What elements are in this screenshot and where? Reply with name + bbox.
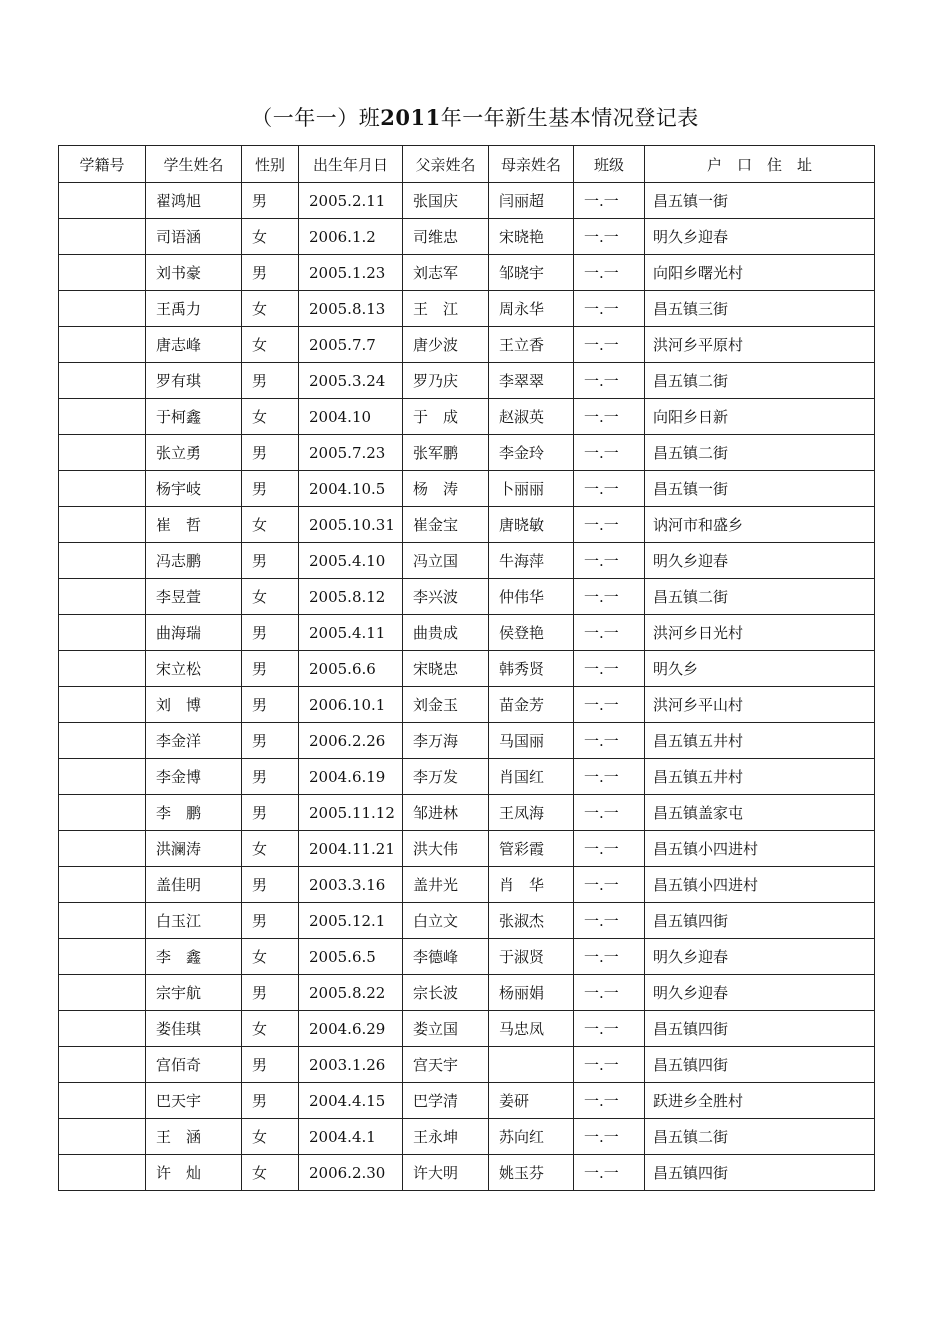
header-father-name: 父亲姓名 <box>403 146 489 183</box>
cell-mother-name: 马国丽 <box>489 723 574 759</box>
cell-gender: 男 <box>242 651 299 687</box>
cell-birth-date: 2006.2.30 <box>299 1155 403 1191</box>
cell-birth-date: 2005.8.12 <box>299 579 403 615</box>
cell-student-name: 崔 哲 <box>146 507 242 543</box>
cell-gender: 女 <box>242 939 299 975</box>
cell-mother-name: 周永华 <box>489 291 574 327</box>
table-row <box>59 795 875 831</box>
cell-father-name: 巴学清 <box>403 1083 489 1119</box>
cell-address: 跃进乡全胜村 <box>645 1083 875 1119</box>
cell-student-name: 李金博 <box>146 759 242 795</box>
cell-birth-date: 2005.4.10 <box>299 543 403 579</box>
cell-birth-date: 2004.6.19 <box>299 759 403 795</box>
cell-class: 一.一 <box>574 255 645 291</box>
header-student-name: 学生姓名 <box>146 146 242 183</box>
cell-mother-name: 肖国红 <box>489 759 574 795</box>
cell-birth-date: 2005.12.1 <box>299 903 403 939</box>
table-row <box>59 1011 875 1047</box>
cell-address: 明久乡迎春 <box>645 543 875 579</box>
cell-address: 明久乡 <box>645 651 875 687</box>
cell-class: 一.一 <box>574 1011 645 1047</box>
table-header-row <box>59 146 875 183</box>
cell-address: 昌五镇五井村 <box>645 759 875 795</box>
cell-class: 一.一 <box>574 543 645 579</box>
cell-address: 昌五镇二街 <box>645 1119 875 1155</box>
cell-student-id <box>59 615 146 651</box>
cell-class: 一.一 <box>574 1047 645 1083</box>
cell-mother-name: 杨丽娟 <box>489 975 574 1011</box>
cell-birth-date: 2005.1.23 <box>299 255 403 291</box>
cell-birth-date: 2003.3.16 <box>299 867 403 903</box>
cell-gender: 女 <box>242 1011 299 1047</box>
cell-student-id <box>59 1011 146 1047</box>
cell-birth-date: 2005.4.11 <box>299 615 403 651</box>
cell-address: 明久乡迎春 <box>645 219 875 255</box>
cell-class: 一.一 <box>574 579 645 615</box>
cell-student-id <box>59 687 146 723</box>
cell-mother-name: 苗金芳 <box>489 687 574 723</box>
table-row <box>59 471 875 507</box>
table-row <box>59 723 875 759</box>
cell-father-name: 司维忠 <box>403 219 489 255</box>
cell-gender: 男 <box>242 867 299 903</box>
cell-class: 一.一 <box>574 759 645 795</box>
cell-student-id <box>59 939 146 975</box>
table-row <box>59 291 875 327</box>
cell-father-name: 刘志军 <box>403 255 489 291</box>
cell-father-name: 娄立国 <box>403 1011 489 1047</box>
cell-father-name: 盖井光 <box>403 867 489 903</box>
cell-birth-date: 2006.2.26 <box>299 723 403 759</box>
cell-student-id <box>59 1119 146 1155</box>
cell-father-name: 崔金宝 <box>403 507 489 543</box>
page-title <box>0 102 950 132</box>
cell-class: 一.一 <box>574 615 645 651</box>
cell-student-id <box>59 219 146 255</box>
cell-address: 明久乡迎春 <box>645 975 875 1011</box>
table-row <box>59 363 875 399</box>
cell-student-name: 许 灿 <box>146 1155 242 1191</box>
cell-class: 一.一 <box>574 363 645 399</box>
cell-father-name: 杨 涛 <box>403 471 489 507</box>
cell-student-id <box>59 903 146 939</box>
cell-class: 一.一 <box>574 399 645 435</box>
table-row <box>59 435 875 471</box>
cell-student-name: 李昱萱 <box>146 579 242 615</box>
cell-student-name: 洪澜涛 <box>146 831 242 867</box>
cell-address: 洪河乡平原村 <box>645 327 875 363</box>
cell-student-id <box>59 543 146 579</box>
cell-mother-name: 邹晓宇 <box>489 255 574 291</box>
cell-birth-date: 2005.8.22 <box>299 975 403 1011</box>
cell-mother-name: 管彩霞 <box>489 831 574 867</box>
cell-address: 昌五镇一街 <box>645 471 875 507</box>
header-class: 班级 <box>574 146 645 183</box>
table-row <box>59 939 875 975</box>
cell-student-id <box>59 1047 146 1083</box>
cell-mother-name: 张淑杰 <box>489 903 574 939</box>
cell-student-name: 王 涵 <box>146 1119 242 1155</box>
cell-student-id <box>59 255 146 291</box>
table-row <box>59 1119 875 1155</box>
cell-student-name: 唐志峰 <box>146 327 242 363</box>
cell-class: 一.一 <box>574 867 645 903</box>
cell-mother-name: 仲伟华 <box>489 579 574 615</box>
table-row <box>59 399 875 435</box>
table-row <box>59 327 875 363</box>
cell-class: 一.一 <box>574 903 645 939</box>
cell-student-id <box>59 327 146 363</box>
cell-birth-date: 2004.11.21 <box>299 831 403 867</box>
cell-student-name: 于柯鑫 <box>146 399 242 435</box>
cell-birth-date: 2003.1.26 <box>299 1047 403 1083</box>
cell-mother-name <box>489 1047 574 1083</box>
cell-gender: 男 <box>242 363 299 399</box>
cell-mother-name: 马忠凤 <box>489 1011 574 1047</box>
cell-student-name: 盖佳明 <box>146 867 242 903</box>
cell-birth-date: 2004.10 <box>299 399 403 435</box>
cell-birth-date: 2006.1.2 <box>299 219 403 255</box>
student-register-table <box>58 145 875 1191</box>
cell-address: 向阳乡曙光村 <box>645 255 875 291</box>
cell-address: 昌五镇四街 <box>645 1047 875 1083</box>
table-row <box>59 831 875 867</box>
cell-student-id <box>59 831 146 867</box>
cell-gender: 男 <box>242 1083 299 1119</box>
cell-class: 一.一 <box>574 1083 645 1119</box>
cell-student-id <box>59 183 146 219</box>
cell-father-name: 李兴波 <box>403 579 489 615</box>
cell-birth-date: 2004.4.1 <box>299 1119 403 1155</box>
cell-birth-date: 2004.4.15 <box>299 1083 403 1119</box>
table-row <box>59 687 875 723</box>
cell-class: 一.一 <box>574 219 645 255</box>
cell-mother-name: 韩秀贤 <box>489 651 574 687</box>
table-row <box>59 255 875 291</box>
cell-gender: 男 <box>242 687 299 723</box>
cell-address: 昌五镇二街 <box>645 363 875 399</box>
cell-address: 昌五镇四街 <box>645 903 875 939</box>
cell-father-name: 宫天宇 <box>403 1047 489 1083</box>
cell-student-id <box>59 867 146 903</box>
cell-class: 一.一 <box>574 651 645 687</box>
cell-father-name: 王永坤 <box>403 1119 489 1155</box>
cell-father-name: 洪大伟 <box>403 831 489 867</box>
cell-student-id <box>59 363 146 399</box>
cell-student-id <box>59 1155 146 1191</box>
cell-class: 一.一 <box>574 471 645 507</box>
cell-father-name: 白立文 <box>403 903 489 939</box>
cell-birth-date: 2005.6.6 <box>299 651 403 687</box>
cell-address: 昌五镇小四进村 <box>645 831 875 867</box>
cell-address: 昌五镇四街 <box>645 1011 875 1047</box>
cell-father-name: 曲贵成 <box>403 615 489 651</box>
cell-address: 昌五镇一街 <box>645 183 875 219</box>
cell-gender: 女 <box>242 327 299 363</box>
cell-gender: 男 <box>242 615 299 651</box>
cell-mother-name: 宋晓艳 <box>489 219 574 255</box>
table-row <box>59 1083 875 1119</box>
cell-mother-name: 赵淑英 <box>489 399 574 435</box>
cell-student-id <box>59 975 146 1011</box>
cell-gender: 女 <box>242 1119 299 1155</box>
cell-student-name: 张立勇 <box>146 435 242 471</box>
cell-mother-name: 侯登艳 <box>489 615 574 651</box>
cell-gender: 男 <box>242 1047 299 1083</box>
cell-address: 明久乡迎春 <box>645 939 875 975</box>
cell-class: 一.一 <box>574 687 645 723</box>
table-row <box>59 867 875 903</box>
cell-gender: 女 <box>242 831 299 867</box>
cell-birth-date: 2005.3.24 <box>299 363 403 399</box>
cell-birth-date: 2005.11.12 <box>299 795 403 831</box>
cell-student-id <box>59 651 146 687</box>
cell-address: 昌五镇二街 <box>645 435 875 471</box>
cell-class: 一.一 <box>574 507 645 543</box>
cell-class: 一.一 <box>574 183 645 219</box>
cell-mother-name: 唐晓敏 <box>489 507 574 543</box>
cell-father-name: 罗乃庆 <box>403 363 489 399</box>
cell-class: 一.一 <box>574 831 645 867</box>
cell-mother-name: 李翠翠 <box>489 363 574 399</box>
cell-mother-name: 姜研 <box>489 1083 574 1119</box>
cell-gender: 男 <box>242 471 299 507</box>
cell-father-name: 邹进林 <box>403 795 489 831</box>
table-row <box>59 579 875 615</box>
cell-father-name: 王 江 <box>403 291 489 327</box>
table-row <box>59 975 875 1011</box>
title-prefix: （一年一）班 <box>251 106 381 130</box>
cell-address: 昌五镇五井村 <box>645 723 875 759</box>
cell-class: 一.一 <box>574 1155 645 1191</box>
cell-gender: 男 <box>242 723 299 759</box>
cell-gender: 男 <box>242 795 299 831</box>
cell-student-name: 罗有琪 <box>146 363 242 399</box>
cell-father-name: 张军鹏 <box>403 435 489 471</box>
table-row <box>59 1047 875 1083</box>
cell-birth-date: 2004.6.29 <box>299 1011 403 1047</box>
cell-class: 一.一 <box>574 327 645 363</box>
table-body <box>59 183 875 1191</box>
cell-gender: 男 <box>242 975 299 1011</box>
cell-student-name: 宫佰奇 <box>146 1047 242 1083</box>
cell-student-name: 李 鑫 <box>146 939 242 975</box>
cell-birth-date: 2005.2.11 <box>299 183 403 219</box>
cell-mother-name: 姚玉芬 <box>489 1155 574 1191</box>
header-mother-name: 母亲姓名 <box>489 146 574 183</box>
cell-class: 一.一 <box>574 291 645 327</box>
cell-student-name: 白玉江 <box>146 903 242 939</box>
cell-mother-name: 卜丽丽 <box>489 471 574 507</box>
cell-student-name: 宋立松 <box>146 651 242 687</box>
table-row <box>59 903 875 939</box>
table-row <box>59 183 875 219</box>
cell-student-name: 刘书豪 <box>146 255 242 291</box>
cell-mother-name: 牛海萍 <box>489 543 574 579</box>
cell-address: 向阳乡日新 <box>645 399 875 435</box>
table-row <box>59 615 875 651</box>
cell-father-name: 许大明 <box>403 1155 489 1191</box>
cell-student-name: 刘 博 <box>146 687 242 723</box>
cell-student-id <box>59 399 146 435</box>
title-suffix: 年一年新生基本情况登记表 <box>440 106 699 130</box>
cell-address: 洪河乡日光村 <box>645 615 875 651</box>
cell-address: 昌五镇盖家屯 <box>645 795 875 831</box>
cell-father-name: 冯立国 <box>403 543 489 579</box>
cell-father-name: 李万海 <box>403 723 489 759</box>
title-year: 2011 <box>380 105 441 130</box>
cell-student-name: 杨宇岐 <box>146 471 242 507</box>
cell-class: 一.一 <box>574 1119 645 1155</box>
cell-father-name: 于 成 <box>403 399 489 435</box>
cell-birth-date: 2005.7.7 <box>299 327 403 363</box>
cell-address: 昌五镇小四进村 <box>645 867 875 903</box>
cell-student-id <box>59 471 146 507</box>
table-row <box>59 543 875 579</box>
cell-mother-name: 王立香 <box>489 327 574 363</box>
cell-student-name: 翟鸿旭 <box>146 183 242 219</box>
cell-mother-name: 苏向红 <box>489 1119 574 1155</box>
cell-student-name: 李金洋 <box>146 723 242 759</box>
cell-mother-name: 肖 华 <box>489 867 574 903</box>
cell-student-id <box>59 579 146 615</box>
cell-gender: 女 <box>242 579 299 615</box>
cell-birth-date: 2006.10.1 <box>299 687 403 723</box>
header-student-id: 学籍号 <box>59 146 146 183</box>
cell-mother-name: 于淑贤 <box>489 939 574 975</box>
cell-student-id <box>59 435 146 471</box>
cell-student-name: 王禹力 <box>146 291 242 327</box>
cell-birth-date: 2005.8.13 <box>299 291 403 327</box>
cell-student-name: 巴天宇 <box>146 1083 242 1119</box>
cell-student-id <box>59 1083 146 1119</box>
cell-class: 一.一 <box>574 723 645 759</box>
cell-gender: 男 <box>242 183 299 219</box>
cell-father-name: 张国庆 <box>403 183 489 219</box>
cell-class: 一.一 <box>574 795 645 831</box>
cell-student-name: 娄佳琪 <box>146 1011 242 1047</box>
cell-gender: 女 <box>242 1155 299 1191</box>
cell-father-name: 李万发 <box>403 759 489 795</box>
cell-student-name: 冯志鹏 <box>146 543 242 579</box>
cell-student-id <box>59 507 146 543</box>
cell-class: 一.一 <box>574 975 645 1011</box>
cell-student-name: 李 鹏 <box>146 795 242 831</box>
cell-gender: 男 <box>242 903 299 939</box>
cell-father-name: 刘金玉 <box>403 687 489 723</box>
cell-address: 洪河乡平山村 <box>645 687 875 723</box>
cell-gender: 女 <box>242 219 299 255</box>
cell-mother-name: 李金玲 <box>489 435 574 471</box>
header-address: 户 口 住 址 <box>645 146 875 183</box>
header-gender: 性别 <box>242 146 299 183</box>
cell-address: 昌五镇三街 <box>645 291 875 327</box>
cell-birth-date: 2004.10.5 <box>299 471 403 507</box>
table-row <box>59 1155 875 1191</box>
cell-class: 一.一 <box>574 435 645 471</box>
cell-student-id <box>59 723 146 759</box>
cell-address: 昌五镇四街 <box>645 1155 875 1191</box>
cell-birth-date: 2005.7.23 <box>299 435 403 471</box>
cell-father-name: 宋晓忠 <box>403 651 489 687</box>
header-birth-date: 出生年月日 <box>299 146 403 183</box>
cell-gender: 女 <box>242 399 299 435</box>
cell-student-id <box>59 291 146 327</box>
cell-father-name: 唐少波 <box>403 327 489 363</box>
cell-gender: 男 <box>242 435 299 471</box>
cell-mother-name: 王凤海 <box>489 795 574 831</box>
cell-student-name: 司语涵 <box>146 219 242 255</box>
cell-birth-date: 2005.6.5 <box>299 939 403 975</box>
table-row <box>59 651 875 687</box>
cell-birth-date: 2005.10.31 <box>299 507 403 543</box>
table-row <box>59 507 875 543</box>
cell-father-name: 李德峰 <box>403 939 489 975</box>
cell-student-name: 曲海瑞 <box>146 615 242 651</box>
cell-gender: 男 <box>242 255 299 291</box>
cell-father-name: 宗长波 <box>403 975 489 1011</box>
cell-class: 一.一 <box>574 939 645 975</box>
table-row <box>59 759 875 795</box>
cell-address: 讷河市和盛乡 <box>645 507 875 543</box>
table-row <box>59 219 875 255</box>
cell-gender: 男 <box>242 759 299 795</box>
cell-gender: 女 <box>242 291 299 327</box>
cell-mother-name: 闫丽超 <box>489 183 574 219</box>
cell-student-id <box>59 759 146 795</box>
cell-address: 昌五镇二街 <box>645 579 875 615</box>
cell-gender: 女 <box>242 507 299 543</box>
cell-gender: 男 <box>242 543 299 579</box>
cell-student-id <box>59 795 146 831</box>
cell-student-name: 宗宇航 <box>146 975 242 1011</box>
